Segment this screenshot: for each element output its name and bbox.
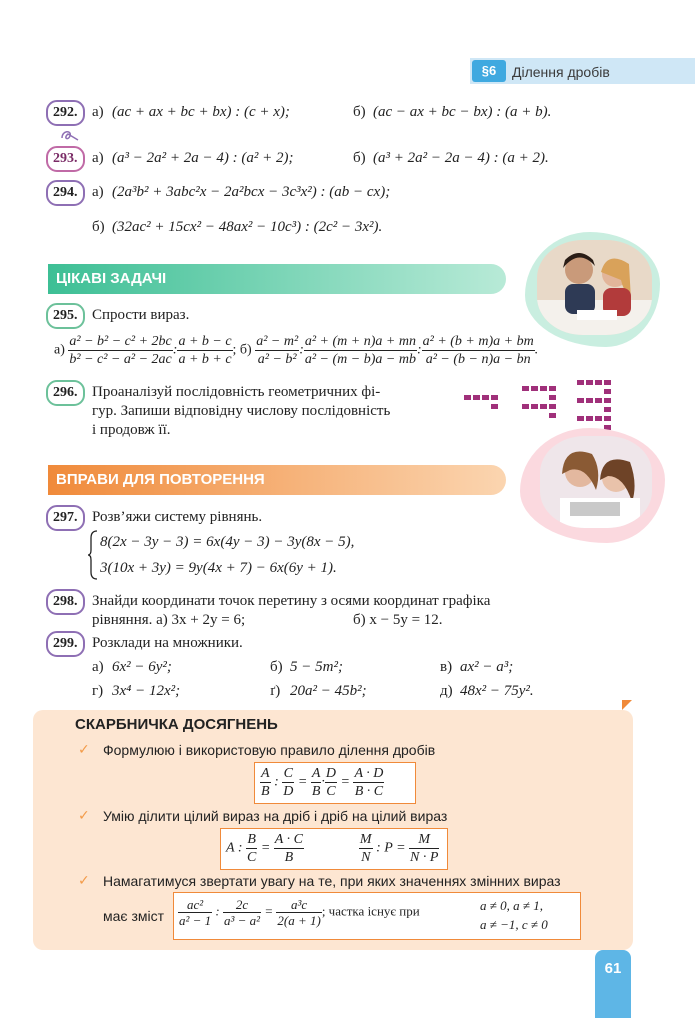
photo-girls-laptop	[540, 436, 652, 528]
problem-number-295: 295.	[46, 303, 85, 329]
problem-297-eq1: 8(2x − 3y − 3) = 6x(4y − 3) − 3y(8x − 5),	[100, 534, 355, 550]
problem-292-a-label: а)	[92, 104, 104, 120]
problem-294-a: (2a³b² + 3abc²x − 2a²bcx − 3c³x²) : (ab − cx);	[112, 184, 391, 200]
fraction-numerator: B	[247, 832, 256, 847]
problem-296-line1: Проаналізуй послідовність геометричних фі-	[92, 384, 381, 400]
fraction	[246, 831, 257, 866]
problem-296-line2: гур. Запиши відповідну числову послідовність	[92, 403, 391, 419]
problem-number-294: 294.	[46, 180, 85, 206]
fraction-numerator: a + b − c	[178, 334, 232, 349]
problem-number-299: 299.	[46, 631, 85, 657]
problem-294-b: (32ac² + 15cx² − 48ax² − 10c³) : (2c² − 3x²).	[112, 219, 383, 235]
fraction-denominator: a² − b²	[257, 352, 297, 367]
fraction-denominator: a² − (m − b)a − mb	[304, 352, 416, 367]
achievement-item-3: Намагатимуся звертати увагу на те, при яких значеннях змінних вираз	[103, 873, 561, 889]
system-brace	[88, 530, 98, 580]
fraction-numerator: A	[311, 766, 321, 781]
problem-299-item-expr: 6x² − 6y²;	[112, 659, 172, 675]
fraction-denominator: B	[261, 784, 270, 799]
problem-299-item-expr: 20a² − 45b²;	[290, 683, 367, 699]
fraction	[178, 897, 212, 928]
problem-293-a-label: а)	[92, 150, 104, 166]
fraction-numerator: a² + (b + m)a + bm	[422, 334, 534, 349]
fraction-denominator: a + b + c	[178, 352, 232, 367]
problem-299-item-label: д)	[440, 683, 453, 699]
section-title: Ділення дробів	[512, 64, 610, 80]
problem-295-a-label: а)	[54, 342, 65, 358]
fraction-denominator: 2(a + 1)	[277, 913, 321, 928]
problem-number-297: 297.	[46, 505, 85, 531]
formula-1: $\frac{A}{B}$ : $\frac{C}{D}$ = $\frac{A}{B}$ · $\frac{D}{C}$ = $\frac{A \cdot D}{B \cdot C}$	[261, 766, 384, 799]
band-interesting-problems: ЦІКАВІ ЗАДАЧІ	[48, 264, 506, 294]
fraction-denominator: b² − c² − a² − 2ac	[69, 352, 172, 367]
photo-students-writing	[537, 240, 652, 335]
achievements-title: СКАРБНИЧКА ДОСЯГНЕНЬ	[75, 716, 278, 733]
fraction	[353, 765, 384, 800]
fraction-numerator: C	[283, 766, 293, 781]
fraction-numerator: A · C	[274, 832, 303, 847]
formula-2: A : $\frac{B}{C}$ = $\frac{A \cdot C}{B}$ $\frac{M}{N}$ : P = $\frac{M}{N \cdot P}$	[226, 832, 439, 865]
fraction-numerator: ac²	[178, 897, 212, 913]
problem-292-b: (ac − ax + bc − bx) : (a + b).	[373, 104, 552, 120]
problem-297-text: Розв’яжи систему рівнянь.	[92, 509, 263, 525]
problem-number-298: 298.	[46, 589, 85, 615]
fraction-numerator: A · D	[354, 766, 384, 781]
fraction	[260, 765, 271, 800]
problem-297-eq2: 3(10x + 3y) = 9y(4x + 7) − 6x(6y + 1).	[100, 560, 337, 576]
check-icon: ✓	[78, 873, 90, 889]
problem-299-item-expr: 3x⁴ − 12x²;	[112, 683, 181, 699]
problem-298-b: б) x − 5y = 12.	[353, 612, 443, 628]
fraction-denominator: N · P	[410, 850, 439, 865]
check-icon: ✓	[78, 742, 90, 758]
fraction-numerator: a² + (m + n)a + mn	[304, 334, 416, 349]
fraction	[68, 333, 172, 368]
fraction-numerator: a² − b² − c² + 2bc	[69, 334, 172, 349]
problem-299-item-label: ґ)	[270, 683, 281, 699]
problem-295-text: Спрости вираз.	[92, 307, 190, 323]
problem-296-line3: і продовж її.	[92, 422, 171, 438]
problem-number-292: 292.	[46, 100, 85, 126]
achievement-item-1: Формулюю і використовую правило ділення дробів	[103, 742, 436, 758]
problem-299-item-label: г)	[92, 683, 104, 699]
problem-292-b-label: б)	[353, 104, 366, 120]
fraction-numerator: a² − m²	[256, 334, 299, 349]
fraction	[325, 765, 337, 800]
fraction-denominator: D	[283, 784, 294, 799]
fraction-denominator: B	[311, 784, 321, 799]
fraction-numerator: M	[359, 832, 372, 847]
fraction-numerator: 2c	[223, 897, 261, 913]
fraction	[274, 831, 304, 866]
problem-293-b: (a³ + 2a² − 2a − 4) : (a + 2).	[373, 150, 549, 166]
formula-3-condition-2: a ≠ −1, c ≠ 0	[480, 917, 548, 932]
section-badge: §6	[472, 60, 506, 82]
fraction	[304, 333, 417, 368]
fraction	[255, 333, 299, 368]
fraction-denominator: a³ − a²	[224, 913, 261, 928]
fraction-numerator: a³c	[276, 897, 321, 913]
problem-298-line1: Знайди координати точок перетину з осями координат графіка	[92, 593, 491, 609]
fraction-denominator: a² − 1	[179, 913, 212, 928]
formula-symbol: A	[226, 840, 235, 856]
formula-3-text: ; частка існує при	[321, 903, 420, 919]
page-number: 61	[595, 950, 631, 1018]
check-icon: ✓	[78, 808, 90, 824]
problem-294-b-label: б)	[92, 219, 105, 235]
fraction	[282, 765, 294, 800]
fraction-numerator: A	[261, 766, 270, 781]
problem-299-item-expr: 48x² − 75y².	[460, 683, 534, 699]
fraction-denominator: a² − (b − n)a − bn	[425, 352, 531, 367]
problem-293-b-label: б)	[353, 150, 366, 166]
problem-299-item-label: а)	[92, 659, 104, 675]
achievement-item-3-cont: має зміст	[103, 908, 165, 924]
fraction	[276, 897, 321, 928]
problem-298-line2: рівняння. а) 3x + 2y = 6;	[92, 612, 246, 628]
fraction-denominator: B	[284, 850, 294, 865]
problem-299-item-expr: ax² − a³;	[460, 659, 514, 675]
problem-294-a-label: а)	[92, 184, 104, 200]
fraction	[409, 831, 439, 866]
problem-299-item-expr: 5 − 5m²;	[290, 659, 343, 675]
formula-3-condition-1: a ≠ 0, a ≠ 1,	[480, 898, 544, 913]
formula-3: $\frac{\text{ac²}}{\text{a² − 1}}$ : $\frac{2c}{\text{a³ − a²}}$ = $\frac{\text{a³c}}{2(a + 1)}$ ; частка існує при	[179, 897, 420, 928]
fraction-numerator: M	[409, 831, 439, 849]
formula-symbol: P	[384, 840, 393, 856]
problem-number-293: 293.	[46, 146, 85, 172]
problem-292-a: (ac + ax + bc + bx) : (c + x);	[112, 104, 290, 120]
fraction	[223, 897, 261, 928]
purple-loop-icon	[60, 127, 80, 141]
fraction-numerator: D	[325, 766, 336, 781]
fraction	[422, 333, 535, 368]
fraction-denominator: B · C	[354, 784, 384, 799]
problem-295-b-label: ; б)	[232, 342, 252, 358]
corner-triangle-icon	[622, 700, 632, 710]
fraction-denominator: C	[326, 784, 336, 799]
achievement-item-2: Умію ділити цілий вираз на дріб і дріб на цілий вираз	[103, 808, 448, 824]
problem-293-a: (a³ − 2a² + 2a − 4) : (a² + 2);	[112, 150, 294, 166]
fraction	[359, 831, 373, 866]
problem-299-item-label: в)	[440, 659, 453, 675]
problem-299-text: Розклади на множники.	[92, 635, 243, 651]
fraction	[177, 333, 232, 368]
fraction-denominator: N	[361, 850, 371, 865]
problem-299-item-label: б)	[270, 659, 283, 675]
problem-number-296: 296.	[46, 380, 85, 406]
band-review-exercises: ВПРАВИ ДЛЯ ПОВТОРЕННЯ	[48, 465, 506, 495]
fraction	[311, 765, 322, 800]
fraction-denominator: C	[246, 850, 257, 865]
problem-295-expression: а) $\frac{\text{a² − b² − c² + 2bc}}{\text{b² − c² − a² − 2ac}}$ : $\frac{a + b - c}{a + b + c}$ ; б) $\frac{\text{a² − m²}}{\text{a² − b²}}$ : $\frac{\text{a² + (m + n)a + mn}}{\text{a² − (m − b)a − mb}}$ : $\frac{\text{a² + (b + m)a + bm}}{\text{a² − (b − n)a − bn}}$ .	[54, 334, 539, 367]
